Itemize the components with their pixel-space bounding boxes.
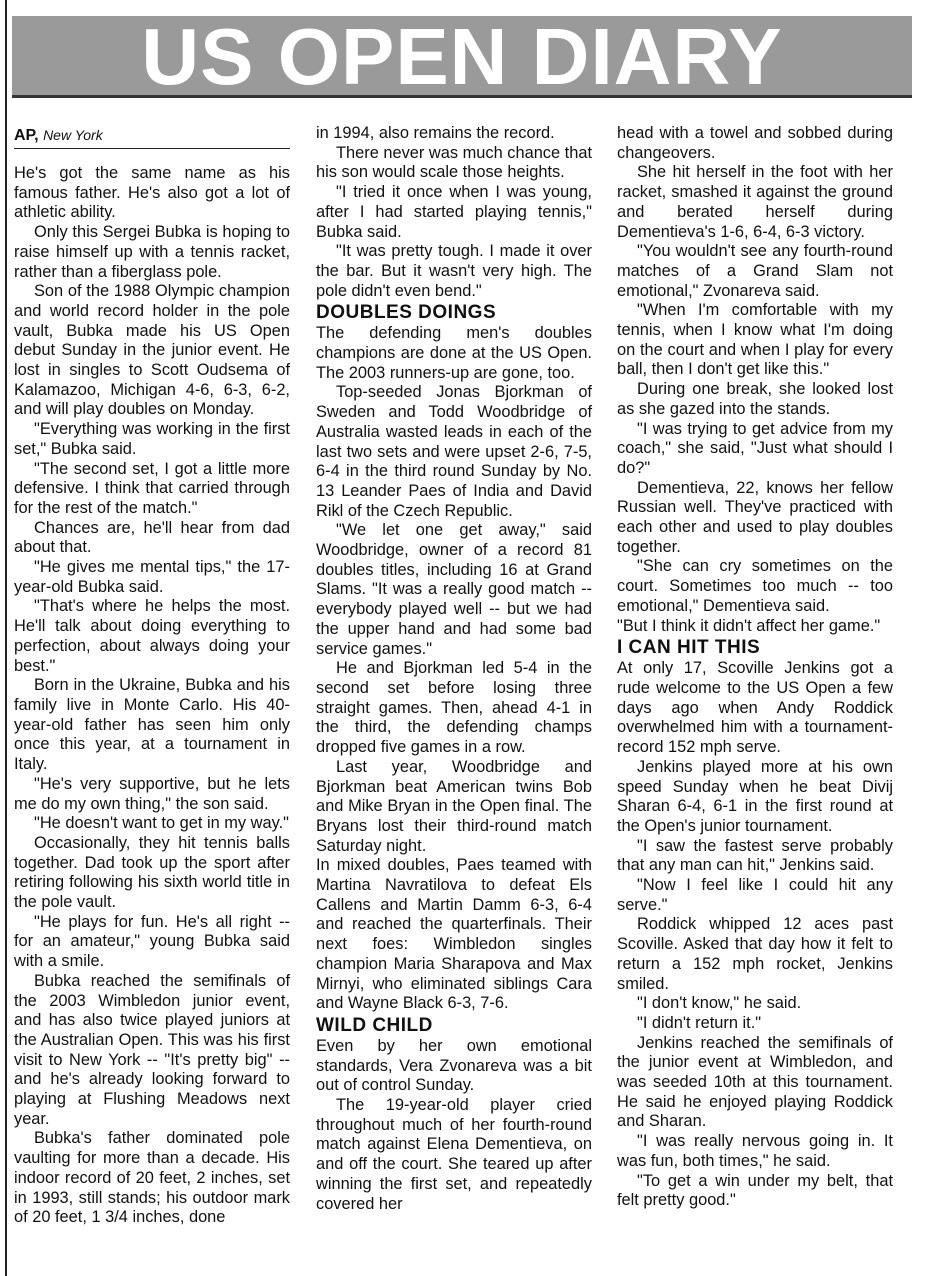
paragraph: "It was pretty tough. I made it over the bar. But it wasn't very high. The pole didn't even bend." xyxy=(316,242,592,300)
paragraph: "I tried it once when I was young, after I had started playing tennis," Bubka said. xyxy=(316,183,592,241)
paragraph: "That's where he helps the most. He'll talk about doing everything to perfection, about always doing your best." xyxy=(14,597,290,675)
byline-location: New York xyxy=(43,127,103,143)
article-column-1 xyxy=(14,124,290,1228)
paragraph: Born in the Ukraine, Bubka and his family live in Monte Carlo. His 40-year-old father has seen him only once this year, at a tournament in Italy. xyxy=(14,676,290,774)
paragraph: "She can cry sometimes on the court. Sometimes too much -- too emotional," Dementieva said. xyxy=(617,557,893,615)
paragraph: "I don't know," he said. xyxy=(637,994,802,1013)
paragraph: "But I think it didn't affect her game." xyxy=(617,616,881,635)
article-column-3 xyxy=(617,124,893,1211)
section-heading: WILD CHILD xyxy=(316,1014,433,1036)
paragraph: head with a towel and sobbed during changeovers. xyxy=(617,124,893,162)
paragraph: "The second set, I got a little more defensive. I think that carried through for the rest of the match." xyxy=(14,459,290,517)
paragraph: Jenkins reached the semifinals of the junior event at Wimbledon, and was seeded 10th at this tournament. He said he enjoyed playing Roddick and Sharan. xyxy=(617,1033,893,1131)
paragraph: He and Bjorkman led 5-4 in the second set before losing three straight games. Then, ahead 4-1 in the third, the defending champs dropped five games in a row. xyxy=(316,659,592,757)
paragraph: She hit herself in the foot with her racket, smashed it against the ground and berated herself during Dementieva's 1-6, 6-4, 6-3 victory. xyxy=(617,163,893,241)
paragraph: in 1994, also remains the record. xyxy=(316,124,555,142)
byline xyxy=(14,124,290,149)
paragraph: "We let one get away," said Woodbridge, owner of a record 81 doubles titles, including 16 at Grand Slams. "It was a really good match -- everybody played well -- but we had the upper hand and had some bad service games." xyxy=(316,521,592,658)
paragraph: Bubka reached the semifinals of the 2003 Wimbledon junior event, and has also twice played juniors at the Australian Open. This was his first visit to New York -- "It's pretty big" -- and he's already looking forward to playing at Flushing Meadows next year. xyxy=(14,971,290,1128)
paragraph: "I was really nervous going in. It was fun, both times," he said. xyxy=(617,1132,893,1170)
paragraph: "To get a win under my belt, that felt pretty good." xyxy=(617,1171,893,1210)
paragraph: "You wouldn't see any fourth-round matches of a Grand Slam not emotional," Zvonareva said. xyxy=(617,242,893,300)
paragraph: "I didn't return it." xyxy=(637,1013,762,1032)
paragraph: Jenkins played more at his own speed Sunday when he beat Divij Sharan 6-4, 6-1 in the first round at the Open's junior tournament. xyxy=(617,757,893,835)
paragraph: The defending men's doubles champions are done at the US Open. The 2003 runners-up are gone, too. xyxy=(316,324,592,382)
paragraph: Chances are, he'll hear from dad about that. xyxy=(14,518,290,557)
paragraph: Occasionally, they hit tennis balls together. Dad took up the sport after retiring following his sixth world title in the pole vault. xyxy=(14,833,290,912)
paragraph: Bubka's father dominated pole vaulting for more than a decade. His indoor record of 20 feet, 2 inches, set in 1993, still stands; his outdoor mark of 20 feet, 1 3/4 inches, done xyxy=(14,1129,290,1227)
article-column-2 xyxy=(316,124,592,1214)
paragraph: Son of the 1988 Olympic champion and world record holder in the pole vault, Bubka made his US Open debut Sunday in the junior event. He lost in singles to Scott Oudsema of Kalamazoo, Michigan 4-6, 6-3, 6-2, and will play doubles on Monday. xyxy=(14,282,290,419)
byline-source: AP, xyxy=(14,127,39,144)
section-heading: I CAN HIT THIS xyxy=(617,637,761,659)
column-body xyxy=(14,164,290,1228)
paragraph: In mixed doubles, Paes teamed with Martina Navratilova to defeat Els Callens and Martin Damm 6-3, 6-4 and reached the quarterfinals. Their next foes: Wimbledon singles champion Maria Sharapova and Max Mirnyi, who eliminated siblings Cara and Wayne Black 6-3, 7-6. xyxy=(316,856,592,1013)
paragraph: "He's very supportive, but he lets me do my own thing," the son said. xyxy=(14,774,290,813)
paragraph: At only 17, Scoville Jenkins got a rude welcome to the US Open a few days ago when Andy Roddick overwhelmed him with a tournament-record 152 mph serve. xyxy=(617,659,893,757)
paragraph: "I saw the fastest serve probably that any man can hit," Jenkins said. xyxy=(617,836,893,875)
paragraph: There never was much chance that his son would scale those heights. xyxy=(316,143,593,182)
paragraph: Last year, Woodbridge and Bjorkman beat American twins Bob and Mike Bryan in the Open final. The Bryans lost their third-round match Saturday night. xyxy=(316,757,592,855)
paragraph: Even by her own emotional standards, Vera Zvonareva was a bit out of control Sunday. xyxy=(316,1036,592,1095)
paragraph: Roddick whipped 12 aces past Scoville. Asked that day how it felt to return a 152 mph rocket, Jenkins smiled. xyxy=(617,915,893,993)
header-banner xyxy=(12,12,912,101)
column-body xyxy=(316,124,592,1214)
paragraph: "Now I feel like I could hit any serve." xyxy=(617,876,893,914)
paragraph: He's got the same name as his famous father. He's also got a lot of athletic ability. xyxy=(14,164,290,222)
paragraph: "When I'm comfortable with my tennis, when I know what I'm doing on the court and when I play for every ball, then I don't get like this." xyxy=(617,301,893,379)
paragraph: "Everything was working in the first set," Bubka said. xyxy=(14,420,290,458)
paragraph: Top-seeded Jonas Bjorkman of Sweden and Todd Woodbridge of Australia wasted leads in each of the last two sets and were upset 2-6, 7-5, 6-4 in the third round Sunday by No. 13 Leander Paes of India and David Rikl of the Czech Republic. xyxy=(316,383,592,520)
page-title: US OPEN DIARY xyxy=(141,12,783,101)
column-body xyxy=(617,124,893,1211)
paragraph: "I was trying to get advice from my coach," she said, "Just what should I do?" xyxy=(617,419,893,477)
paragraph: The 19-year-old player cried throughout much of her fourth-round match against Elena Dementieva, on and off the court. She teared up after winning the first set, and repeatedly covered her xyxy=(316,1096,592,1213)
paragraph: During one break, she looked lost as she gazed into the stands. xyxy=(617,380,893,418)
paragraph: "He gives me mental tips," the 17-year-old Bubka said. xyxy=(14,558,290,596)
left-margin-rule xyxy=(5,0,7,1276)
paragraph: "He doesn't want to get in my way." xyxy=(34,814,289,833)
paragraph: "He plays for fun. He's all right -- for an amateur," young Bubka said with a smile. xyxy=(14,912,290,971)
paragraph: Dementieva, 22, knows her fellow Russian well. They've practiced with each other and used to play doubles together. xyxy=(617,478,893,556)
section-heading: DOUBLES DOINGS xyxy=(316,302,497,324)
paragraph: Only this Sergei Bubka is hoping to raise himself up with a tennis racket, rather than a fiberglass pole. xyxy=(14,223,290,281)
